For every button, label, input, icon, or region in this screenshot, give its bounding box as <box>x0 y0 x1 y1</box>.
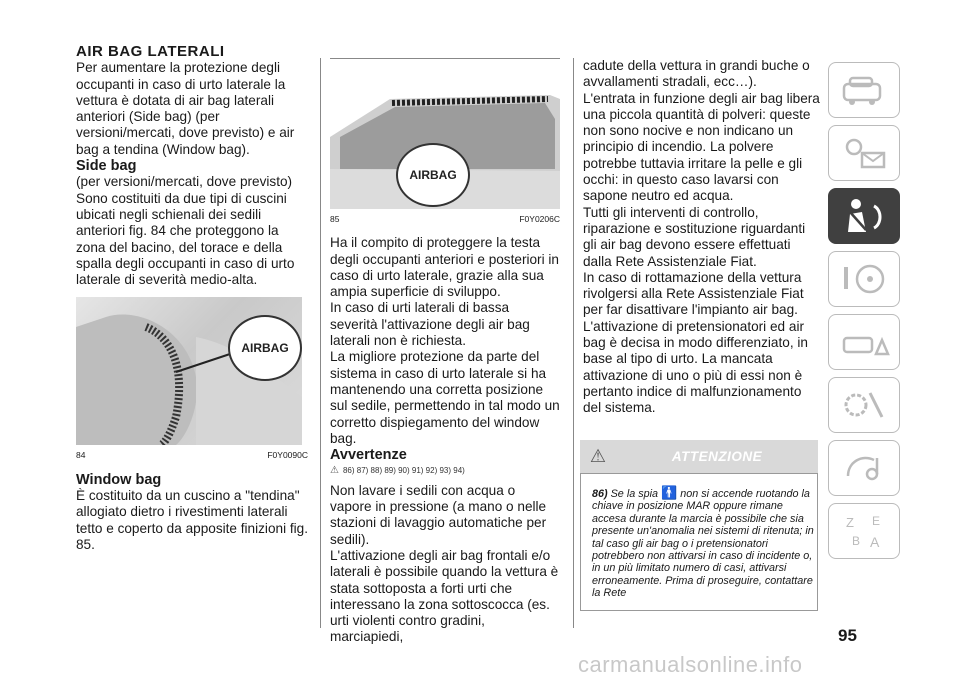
attention-ref: 86) <box>592 488 608 500</box>
seatbelt-airbag-icon <box>836 194 892 238</box>
column-right <box>583 58 821 417</box>
warning-triangle-icon: ⚠ <box>589 446 607 466</box>
paragraph: Non lavare i sedili con acqua o vapore in pressione (a mano o nelle stazioni di lavaggio automatiche per sedili). <box>330 482 547 547</box>
attention-title: ATTENZIONE <box>671 449 763 464</box>
airbag-label-badge: AIRBAG <box>396 143 470 207</box>
tab-index[interactable] <box>828 503 900 559</box>
tab-maintenance[interactable] <box>828 377 900 433</box>
paragraph: In caso di rottamazione della vettura rivolgersi alla Rete Assistenziale Fiat per far disattivare l'impianto air bag. <box>583 269 804 318</box>
index-letters-icon <box>836 509 892 553</box>
attention-text <box>592 487 814 600</box>
warnings-heading: Avvertenze <box>330 447 407 464</box>
paragraph: Tutti gli interventi di controllo, riparazione e sostituzione riguardanti gli air bag devono essere effettuati dalla Rete Assistenziale Fiat. <box>583 204 806 269</box>
svg-text:A: A <box>870 534 880 550</box>
column-divider <box>320 58 321 628</box>
svg-text:B: B <box>852 534 861 548</box>
figure-caption <box>76 447 308 463</box>
svg-text:E: E <box>872 514 881 528</box>
paragraph: cadute della vettura in grandi buche o avvallamenti stradali, ecc…). <box>583 58 810 90</box>
attention-text-start: Se la spia <box>610 488 659 500</box>
window-bag-heading: Window bag <box>76 471 162 488</box>
svg-text:Z: Z <box>846 515 854 530</box>
lights-message-icon <box>836 131 892 175</box>
figure-85-window-airbag <box>330 59 560 209</box>
figure-caption <box>330 211 560 227</box>
maintenance-tools-icon <box>836 383 892 427</box>
column-divider <box>573 58 574 628</box>
paragraph: L'entrata in funzione degli air bag libera una piccola quantità di polveri: queste non sono nocive e non indicano un principio di incendio. La polvere potrebbe tuttavia irritare la pelle e gli occhi: in questo caso lavarsi con sapone neutro ed acqua. <box>583 90 820 204</box>
intro-paragraph: Per aumentare la protezione degli occupanti in caso di urto laterale la vettura è dotata di air bag laterali anteriori (Side bag) (per versioni/mercati, dove previsto) e air bag a tendina (Window bag). <box>76 60 295 157</box>
key-steering-icon <box>836 257 892 301</box>
paragraph: La migliore protezione da parte del sistema in caso di urto laterale si ha mantenendo una corretta posizione sul sedile, permettendo in tal modo un corretto dispiegamento del window bag. <box>330 349 560 446</box>
watermark: carmanualsonline.info <box>578 652 803 677</box>
warning-ref-list: 86) 87) 88) 89) 90) 91) 92) 93) 94) <box>342 466 465 476</box>
tab-dashboard[interactable] <box>828 62 900 118</box>
tab-safety[interactable] <box>828 188 900 244</box>
airbag-label-badge: AIRBAG <box>228 315 302 381</box>
paragraph: Ha il compito di proteggere la testa degli occupanti anteriori e posteriori in caso di urto laterale, grazie alla sua ampia superficie di sviluppo. <box>330 235 559 300</box>
figure-number: 84 <box>76 450 86 461</box>
emergency-car-icon <box>836 320 892 364</box>
tab-lights-messages[interactable] <box>828 125 900 181</box>
paragraph: L'attivazione degli air bag frontali e/o laterali è possibile quando la vettura è stata sottoposta a forti urti che interessano la zona sottoscocca (es. urti violenti contro gradini, marciapiedi, <box>330 547 559 645</box>
paragraph: In caso di urti laterali di bassa severità l'attivazione degli air bag laterali non è richiesta. <box>330 300 530 349</box>
tab-emergency[interactable] <box>828 314 900 370</box>
airbag-warning-light-icon: 🚹 <box>661 485 678 500</box>
attention-header <box>580 440 818 473</box>
figure-number: 85 <box>330 214 340 224</box>
side-bag-paragraph: (per versioni/mercati, dove previsto) Sono costituiti da due tipi di cuscini ubicati negli schienali dei sedili anteriori fig. 84 che proteggono la zona del bacino, del torace e della spalla degli occupanti in caso di urto laterale di severità medio-alta. <box>76 174 295 288</box>
car-dashboard-icon <box>836 68 892 112</box>
column-left <box>76 44 308 553</box>
page-number: 95 <box>838 626 857 645</box>
warning-references <box>330 463 560 479</box>
section-title: AIR BAG LATERALI <box>76 43 225 60</box>
side-bag-heading: Side bag <box>76 158 137 175</box>
figure-code: F0Y0206C <box>519 214 560 224</box>
tab-multimedia[interactable] <box>828 440 900 496</box>
attention-text-rest: non si accende ruotando la chiave in posizione MAR oppure rimane accesa durante la marcia è possibile che sia presente un'anomalia nei sistemi di ritenuta; in tal caso gli air bag o i pretensionatori potrebbero non attivarsi in caso di incidente o, in un più limitato numero di casi, attivarsi erroneamente. Prima di proseguire, contattare la Rete <box>592 488 814 600</box>
column-middle <box>330 58 560 646</box>
multimedia-icon <box>836 446 892 490</box>
figure-84-seat-airbag <box>76 297 302 445</box>
tab-starting-driving[interactable] <box>828 251 900 307</box>
paragraph: L'attivazione di pretensionatori ed air bag è decisa in modo differenziato, in base al tipo di urto. La mancata attivazione di uno o più di essi non è pertanto indice di malfunzionamento del sistema. <box>583 318 808 416</box>
window-bag-paragraph: È costituito da un cuscino a "tendina" allogiato dietro i rivestimenti laterali tetto e coperto da apposite finizioni fig. 85. <box>76 488 308 552</box>
figure-code: F0Y0090C <box>267 450 308 461</box>
warning-triangle-icon: ⚠ <box>330 465 339 477</box>
